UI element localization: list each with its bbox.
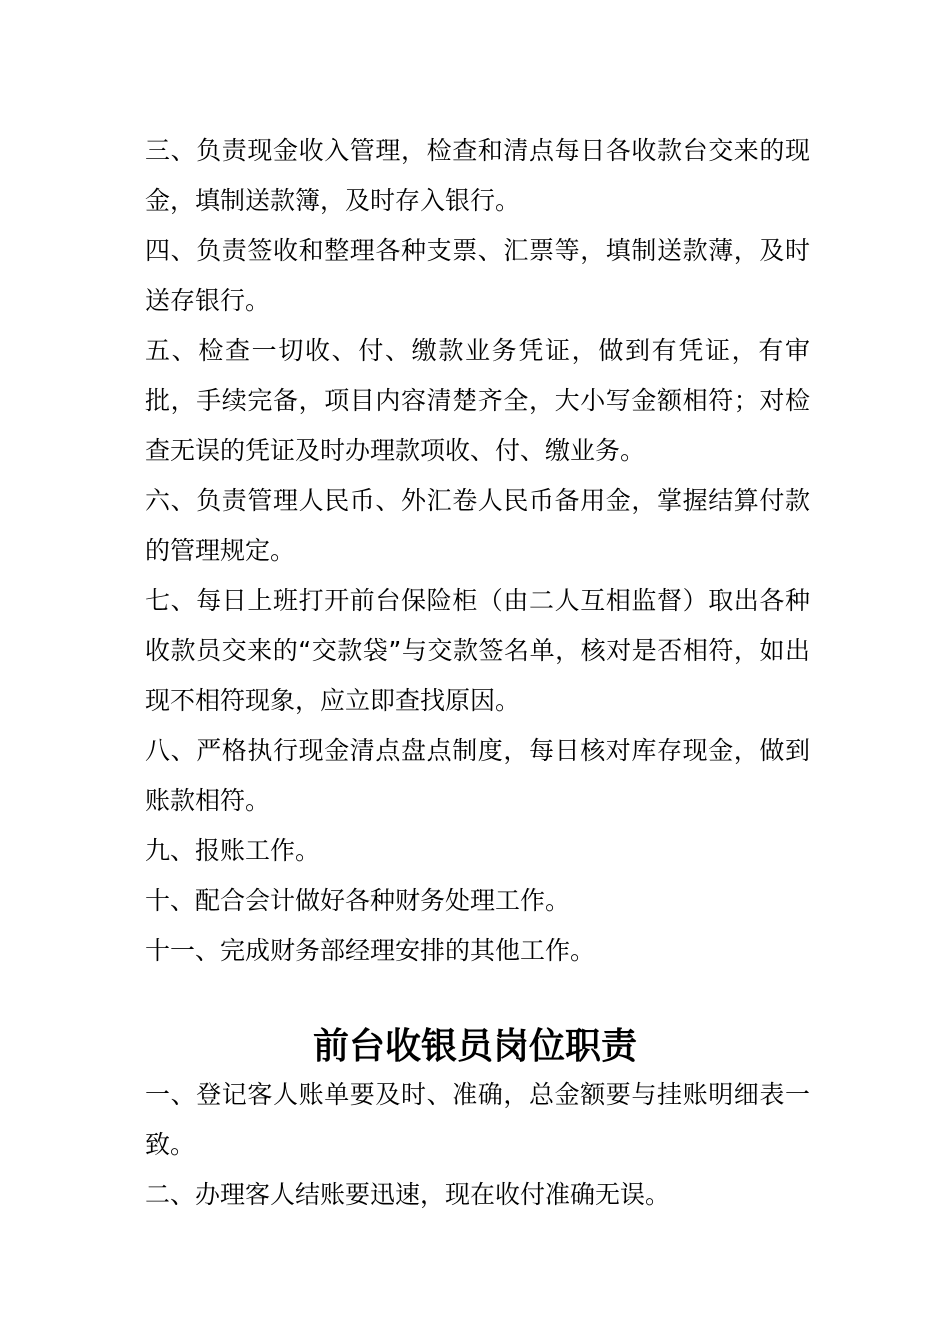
list-item: 十、配合会计做好各种财务处理工作。 — [145, 886, 571, 915]
duty-list-front-desk-cashier — [145, 1070, 810, 1220]
list-item: 一、登记客人账单要及时、准确，总金额要与挂账明细表一致。 — [145, 1080, 810, 1159]
section-title: 前台收银员岗位职责 — [312, 1025, 637, 1067]
list-item: 二、办理客人结账要迅速，现在收付准确无误。 — [145, 1180, 671, 1209]
list-item: 五、检查一切收、付、缴款业务凭证，做到有凭证，有审批，手续完备，项目内容清楚齐全，大小写金额相符；对检查无误的凭证及时办理款项收、付、缴业务。 — [145, 336, 810, 465]
duty-list-cashier — [145, 126, 810, 976]
list-item: 七、每日上班打开前台保险柜（由二人互相监督）取出各种收款员交来的“交款袋”与交款签名单，核对是否相符，如出现不相符现象，应立即查找原因。 — [145, 586, 810, 715]
list-item: 八、严格执行现金清点盘点制度，每日核对库存现金，做到账款相符。 — [145, 736, 810, 815]
list-item: 六、负责管理人民币、外汇卷人民币备用金，掌握结算付款的管理规定。 — [145, 486, 810, 565]
list-item: 九、报账工作。 — [145, 836, 321, 865]
list-item: 三、负责现金收入管理，检查和清点每日各收款台交来的现金，填制送款簿，及时存入银行。 — [145, 136, 810, 215]
list-item: 四、负责签收和整理各种支票、汇票等，填制送款薄，及时送存银行。 — [145, 236, 810, 315]
list-item: 十一、完成财务部经理安排的其他工作。 — [145, 936, 596, 965]
